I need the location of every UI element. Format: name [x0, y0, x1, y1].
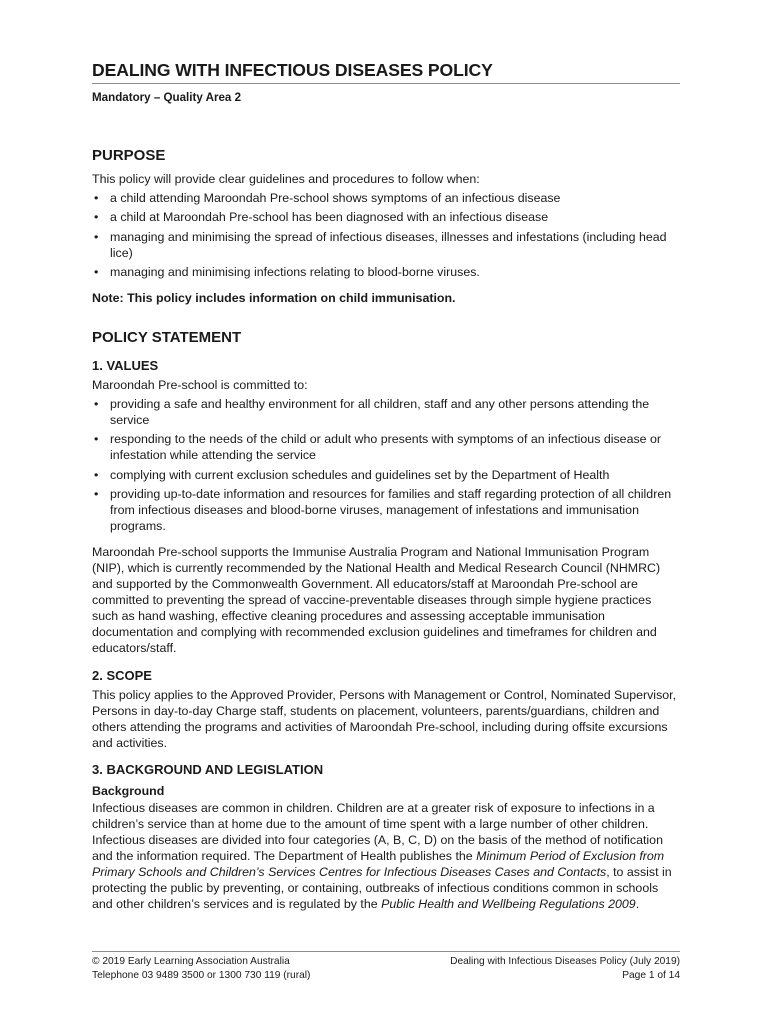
- page-footer: [92, 951, 680, 983]
- background-italic-regulation: Public Health and Wellbeing Regulations 2009: [381, 897, 636, 911]
- background-heading: 3. BACKGROUND AND LEGISLATION: [92, 762, 324, 777]
- policy-statement-heading: POLICY STATEMENT: [92, 329, 242, 346]
- background-subheading: Background: [92, 784, 165, 798]
- document-subtitle: Mandatory – Quality Area 2: [92, 91, 242, 104]
- scope-paragraph: This policy applies to the Approved Provider, Persons with Management or Control, Nominated Supervisor, Persons in day-to-day Charge staff, students on placement, volunteers, parents/guardians, children and others attending the programs and activities of Maroondah Pre-school, including during offsite excursions and activities.: [92, 688, 677, 750]
- footer-telephone: Telephone 03 9489 3500 or 1300 730 119 (rural): [92, 970, 311, 981]
- document-title: DEALING WITH INFECTIOUS DISEASES POLICY: [92, 60, 493, 80]
- list-item: • providing up-to-date information and resources for families and staff regarding protection of all children from infectious diseases and blood-borne viruses, management of infestations and immunisation programs.: [92, 486, 680, 534]
- background-text: , to assist in protecting the public by preventing, or containing, outbreaks of infectious conditions common in schools and other children’s services and is regulated by the: [92, 865, 672, 911]
- values-heading: 1. VALUES: [92, 358, 159, 373]
- scope-heading: 2. SCOPE: [92, 668, 152, 683]
- list-item: • providing a safe and healthy environment for all children, staff and any other persons attending the service: [92, 396, 680, 428]
- list-item: • managing and minimising infections relating to blood-borne viruses.: [92, 264, 680, 280]
- background-italic-title: Minimum Period of Exclusion from Primary Schools and Children’s Services Centres for Infectious Diseases Cases and Contacts: [92, 849, 665, 879]
- footer-copyright: © 2019 Early Learning Association Australia: [92, 956, 290, 967]
- list-item: • responding to the needs of the child or adult who presents with symptoms of an infectious disease or infestation while attending the service: [92, 431, 680, 463]
- list-item: • complying with current exclusion schedules and guidelines set by the Department of Health: [92, 467, 680, 483]
- title-divider: [92, 83, 680, 84]
- purpose-intro: This policy will provide clear guidelines and procedures to follow when:: [92, 172, 480, 186]
- purpose-heading: PURPOSE: [92, 147, 166, 164]
- purpose-list: [92, 190, 680, 281]
- list-item: • a child at Maroondah Pre-school has been diagnosed with an infectious disease: [92, 209, 680, 225]
- values-intro: Maroondah Pre-school is committed to:: [92, 378, 308, 392]
- footer-left: [92, 955, 310, 983]
- document-page: [92, 58, 680, 912]
- list-item: • a child attending Maroondah Pre-school shows symptoms of an infectious disease: [92, 190, 680, 206]
- list-item: • managing and minimising the spread of infectious diseases, illnesses and infestations (including head lice): [92, 229, 680, 261]
- values-list: [92, 396, 680, 535]
- footer-page-number: Page 1 of 14: [622, 970, 680, 981]
- values-paragraph: Maroondah Pre-school supports the Immunise Australia Program and National Immunisation Program (NIP), which is currently recommended by the National Health and Medical Research Council (NHMRC) and supported by the Commonwealth Government. All educators/staff at Maroondah Pre-school are committed to preventing the spread of vaccine-preventable diseases through simple hygiene practices such as hand washing, effective cleaning procedures and assessing acceptable immunisation documentation and complying with recommended exclusion guidelines and timeframes for children and educators/staff.: [92, 545, 661, 655]
- purpose-note: Note: This policy includes information on child immunisation.: [92, 291, 456, 305]
- background-paragraph: [92, 800, 680, 912]
- footer-document-name: Dealing with Infectious Diseases Policy (July 2019): [450, 956, 680, 967]
- background-text: .: [635, 897, 640, 911]
- footer-right: [450, 955, 680, 983]
- background-text: Infectious diseases are common in children. Children are at a greater risk of exposure to infections in a children’s service than at home due to the amount of time spent with a large number of other children. Infectious diseases are divided into four categories (A, B, C, D) on the basis of the method of notification and the information required. The Department of Health publishes the: [92, 801, 663, 863]
